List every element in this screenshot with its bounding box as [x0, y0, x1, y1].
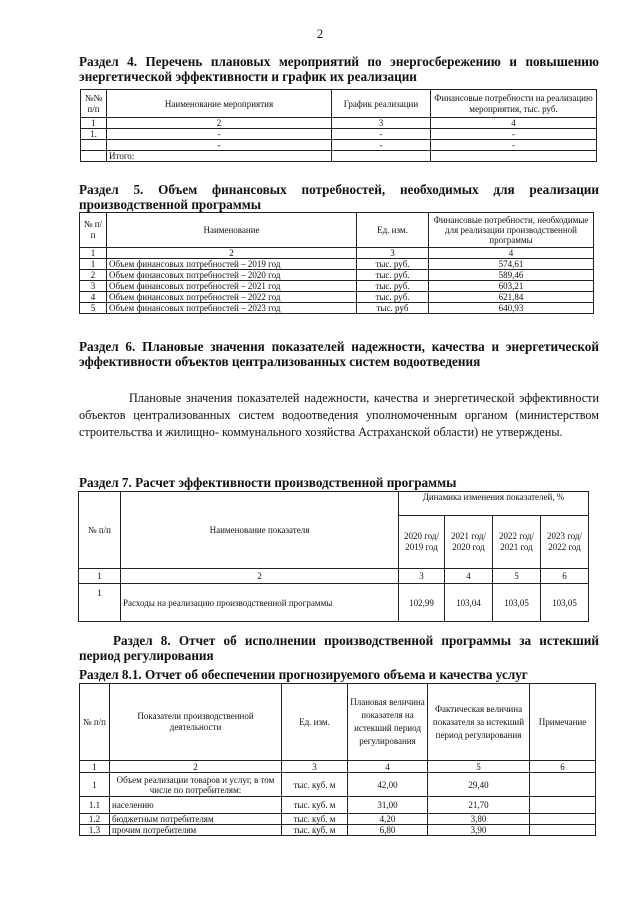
- col-number: 3: [332, 118, 431, 129]
- table-cell: -: [431, 140, 597, 151]
- table-cell: 103,04: [445, 584, 493, 622]
- table-cell: населению: [110, 797, 282, 814]
- section-6-title: Раздел 6. Плановые значения показателей надежности, качества и энергетической эффективности объектов централизованных систем водоотведения: [79, 339, 599, 369]
- header-cell: Фактическая величина показателя за истекший период регулирования: [428, 684, 530, 761]
- table-cell: 4: [80, 292, 107, 303]
- section-8-1-title: Раздел 8.1. Отчет об обеспечении прогнозируемого объема и качества услуг: [79, 667, 528, 682]
- table-cell: 29,40: [428, 773, 530, 797]
- col-number: 1: [80, 761, 110, 773]
- table-cell: 1.1: [80, 797, 110, 814]
- table-cell: 6,80: [348, 825, 428, 836]
- table-cell: 42,00: [348, 773, 428, 797]
- year-header: 2020 год/ 2019 год: [399, 516, 445, 569]
- header-cell: Динамика изменения показателей, %: [399, 492, 589, 516]
- header-cell: № п/п: [80, 213, 107, 248]
- section-8-table: [79, 683, 596, 836]
- header-cell: Плановая величина показателя на истекший период регулирования: [348, 684, 428, 761]
- header-cell: Наименование: [107, 213, 357, 248]
- table-row: [80, 259, 594, 270]
- header-cell: Наименование мероприятия: [107, 90, 332, 118]
- table-cell: [81, 140, 107, 151]
- table-cell: Объем финансовых потребностей – 2022 год: [107, 292, 357, 303]
- table-cell: 31,00: [348, 797, 428, 814]
- section-4-title: Раздел 4. Перечень плановых мероприятий по энергосбережению и повышению энергетической эффективности и график их реализации: [79, 54, 599, 84]
- col-number: 3: [282, 761, 348, 773]
- header-cell: Наименование показателя: [121, 492, 399, 569]
- table-cell: [530, 773, 596, 797]
- header-cell: Показатели производственной деятельности: [110, 684, 282, 761]
- header-cell: Финансовые потребности на реализацию мероприятия, тыс. руб.: [431, 90, 597, 118]
- section-8-title: Раздел 8. Отчет об исполнении производственной программы за истекший период регулирования: [79, 633, 599, 663]
- header-cell: Финансовые потребности, необходимые для реализации производственной программы: [429, 213, 594, 248]
- header-cell: Примечание: [530, 684, 596, 761]
- table-row: [80, 270, 594, 281]
- table-cell: -: [332, 129, 431, 140]
- table-cell: 103,05: [541, 584, 589, 622]
- table-cell: тыс. куб. м: [282, 773, 348, 797]
- header-cell: № п/п: [80, 684, 110, 761]
- table-cell: 1.: [81, 129, 107, 140]
- table-cell: [530, 825, 596, 836]
- table-header-row: [79, 492, 589, 516]
- section-4-table: [80, 89, 597, 162]
- table-cell: тыс. руб.: [357, 292, 429, 303]
- table-cell: бюджетным потребителям: [110, 814, 282, 825]
- header-cell: Ед. изм.: [357, 213, 429, 248]
- table-cell: 3: [80, 281, 107, 292]
- table-cell: -: [107, 129, 332, 140]
- col-number: 4: [429, 248, 594, 259]
- page-number: 2: [316, 26, 324, 41]
- col-number: 1: [80, 248, 107, 259]
- header-cell: Ед. изм.: [282, 684, 348, 761]
- table-row: [81, 129, 597, 140]
- table-cell: [530, 814, 596, 825]
- table-cell: 1: [80, 773, 110, 797]
- table-cell: 5: [80, 303, 107, 314]
- header-cell: График реализации: [332, 90, 431, 118]
- col-number: 4: [431, 118, 597, 129]
- table-cell: тыс. руб: [357, 303, 429, 314]
- table-cell: -: [332, 140, 431, 151]
- year-header: 2023 год/ 2022 год: [541, 516, 589, 569]
- col-number: 1: [79, 569, 121, 584]
- table-cell: 589,46: [429, 270, 594, 281]
- header-cell: № п/п: [79, 492, 121, 569]
- table-cell: 21,70: [428, 797, 530, 814]
- table-cell: Объем реализации товаров и услуг, в том числе по потребителям:: [110, 773, 282, 797]
- table-row: [79, 584, 589, 622]
- table-cell: 1: [79, 584, 121, 622]
- col-number: 5: [428, 761, 530, 773]
- col-number: 4: [445, 569, 493, 584]
- table-cell: [332, 151, 431, 162]
- table-cell: -: [107, 140, 332, 151]
- table-cell: [530, 797, 596, 814]
- column-number-row: [81, 118, 597, 129]
- table-row: [80, 773, 596, 797]
- table-cell: -: [431, 129, 597, 140]
- year-header: 2021 год/ 2020 год: [445, 516, 493, 569]
- table-cell: 3,90: [428, 825, 530, 836]
- col-number: 4: [348, 761, 428, 773]
- col-number: 1: [81, 118, 107, 129]
- col-number: 5: [493, 569, 541, 584]
- table-cell: тыс. руб.: [357, 270, 429, 281]
- table-cell: [81, 151, 107, 162]
- table-cell: Объем финансовых потребностей – 2021 год: [107, 281, 357, 292]
- table-header-row: [80, 213, 594, 248]
- table-cell: Расходы на реализацию производственной программы: [121, 584, 399, 622]
- table-cell: Объем финансовых потребностей – 2023 год: [107, 303, 357, 314]
- col-number: 6: [530, 761, 596, 773]
- table-cell: тыс. руб.: [357, 259, 429, 270]
- table-cell: 103,05: [493, 584, 541, 622]
- table-cell: 1.3: [80, 825, 110, 836]
- year-header: 2022 год/ 2021 год: [493, 516, 541, 569]
- table-cell: тыс. руб.: [357, 281, 429, 292]
- section-7-table: [78, 491, 589, 622]
- table-cell: 1.2: [80, 814, 110, 825]
- col-number: 2: [110, 761, 282, 773]
- table-header-row: [80, 684, 596, 761]
- col-number: 2: [121, 569, 399, 584]
- header-cell: №№ п/п: [81, 90, 107, 118]
- table-cell: [431, 151, 597, 162]
- total-label: Итого:: [107, 151, 332, 162]
- table-cell: тыс. куб. м: [282, 825, 348, 836]
- section-5-table: [79, 212, 594, 314]
- table-cell: 4,20: [348, 814, 428, 825]
- table-cell: тыс. куб. м: [282, 797, 348, 814]
- column-number-row: [80, 761, 596, 773]
- section-6-text: Плановые значения показателей надежности, качества и энергетической эффективности объектов централизованных систем водоотведения уполномоченным органом (министерством строительства и жилищно- коммунального хозяйства Астраханской области) не утверждены.: [79, 391, 599, 439]
- table-cell: 1: [80, 259, 107, 270]
- section-7-title: Раздел 7. Расчет эффективности производственной программы: [79, 475, 457, 490]
- col-number: 3: [399, 569, 445, 584]
- col-number: 2: [107, 118, 332, 129]
- table-row: [80, 292, 594, 303]
- table-cell: Объем финансовых потребностей – 2020 год: [107, 270, 357, 281]
- table-row: [80, 281, 594, 292]
- column-number-row: [79, 569, 589, 584]
- table-cell: прочим потребителям: [110, 825, 282, 836]
- column-number-row: [80, 248, 594, 259]
- table-cell: тыс. куб. м: [282, 814, 348, 825]
- table-row: [81, 140, 597, 151]
- table-header-row: [81, 90, 597, 118]
- table-cell: 621,84: [429, 292, 594, 303]
- table-total-row: [81, 151, 597, 162]
- table-cell: 102,99: [399, 584, 445, 622]
- col-number: 2: [107, 248, 357, 259]
- table-row: [80, 825, 596, 836]
- table-row: [80, 814, 596, 825]
- col-number: 6: [541, 569, 589, 584]
- table-cell: 3,80: [428, 814, 530, 825]
- section-5-title: Раздел 5. Объем финансовых потребностей, необходимых для реализации производственной программы: [79, 182, 599, 212]
- col-number: 3: [357, 248, 429, 259]
- table-cell: Объем финансовых потребностей – 2019 год: [107, 259, 357, 270]
- table-row: [80, 303, 594, 314]
- table-cell: 640,93: [429, 303, 594, 314]
- table-cell: 603,21: [429, 281, 594, 292]
- table-cell: 574,61: [429, 259, 594, 270]
- table-cell: 2: [80, 270, 107, 281]
- table-row: [80, 797, 596, 814]
